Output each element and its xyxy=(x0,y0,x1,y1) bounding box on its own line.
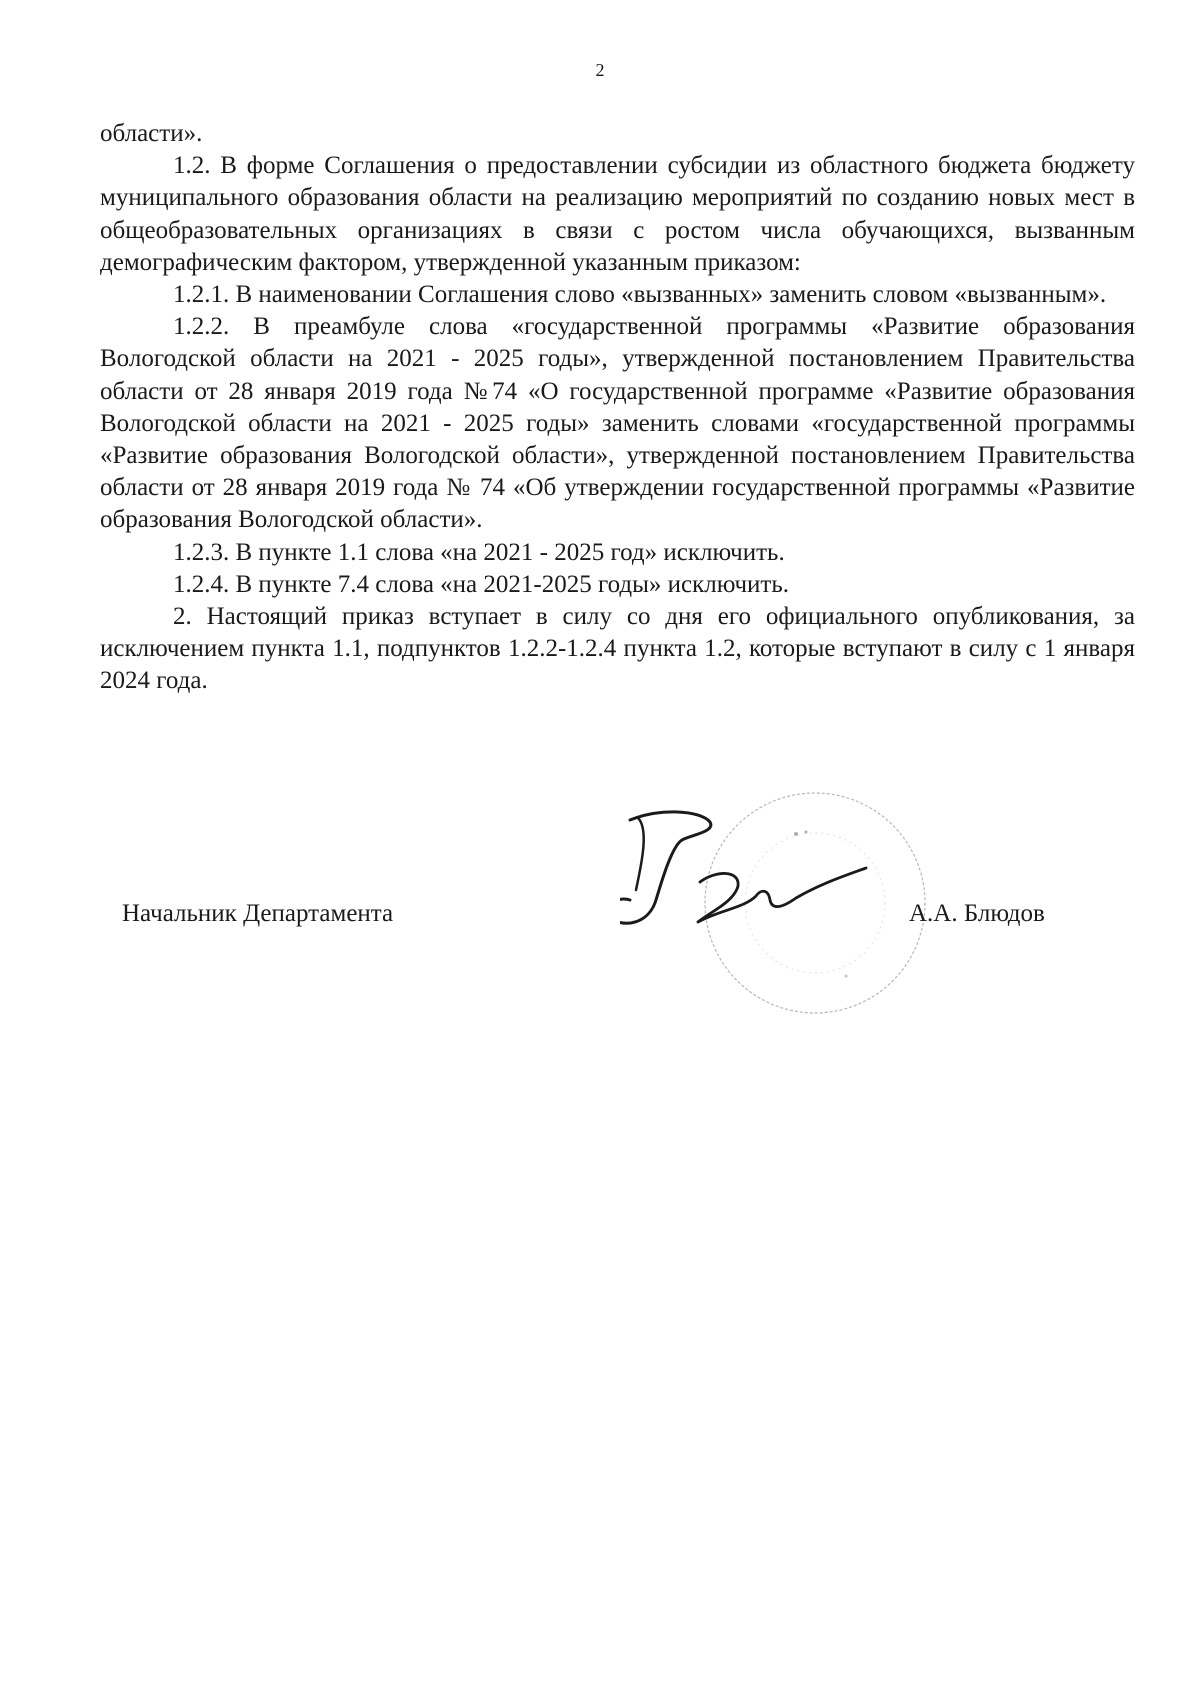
paragraph-2: 2. Настоящий приказ вступает в силу со дня его официального опубликования, за исключением пункта 1.1, подпунктов 1.2.2-1.2.4 пункта 1.2, которые вступают в силу с 1 января 2024 года. xyxy=(100,603,1135,695)
paragraph-1-2: 1.2. В форме Соглашения о предоставлении субсидии из областного бюджета бюджету муниципального образования области на реализацию мероприятий по созданию новых мест в общеобразовательных организациях в связи с ростом числа обучающихся, вызванным демографическим фактором, утвержденной указанным приказом: xyxy=(100,152,1135,276)
paragraph-continuation: области». xyxy=(100,120,203,147)
handwritten-signature-icon xyxy=(620,810,920,950)
paragraph-1-2-3: 1.2.3. В пункте 1.1 слова «на 2021 - 2025 год» исключить. xyxy=(173,538,785,566)
signer-name: А.А. Блюдов xyxy=(909,900,1045,927)
paragraph-1-2-1: 1.2.1. В наименовании Соглашения слово «вызванных» заменить словом «вызванным». xyxy=(173,281,1107,309)
signer-position: Начальник Департамента xyxy=(122,900,394,927)
document-body xyxy=(100,118,1135,698)
paragraph-1-2-2: 1.2.2. В преамбуле слова «государственной программы «Развитие образования Вологодской области на 2021 - 2025 годы», утвержденной постановлением Правительства области от 28 января 2019 года №74 «О государственной программе «Развитие образования Вологодской области на 2021 - 2025 годы» заменить словами «государственной программы «Развитие образования Вологодской области», утвержденной постановлением Правительства области от 28 января 2019 года № 74 «Об утверждении государственной программы «Развитие образования Вологодской области». xyxy=(100,313,1135,534)
paragraph-1-2-4: 1.2.4. В пункте 7.4 слова «на 2021-2025 годы» исключить. xyxy=(173,570,789,598)
signature-block xyxy=(0,780,1200,1020)
page-number: 2 xyxy=(595,60,605,80)
